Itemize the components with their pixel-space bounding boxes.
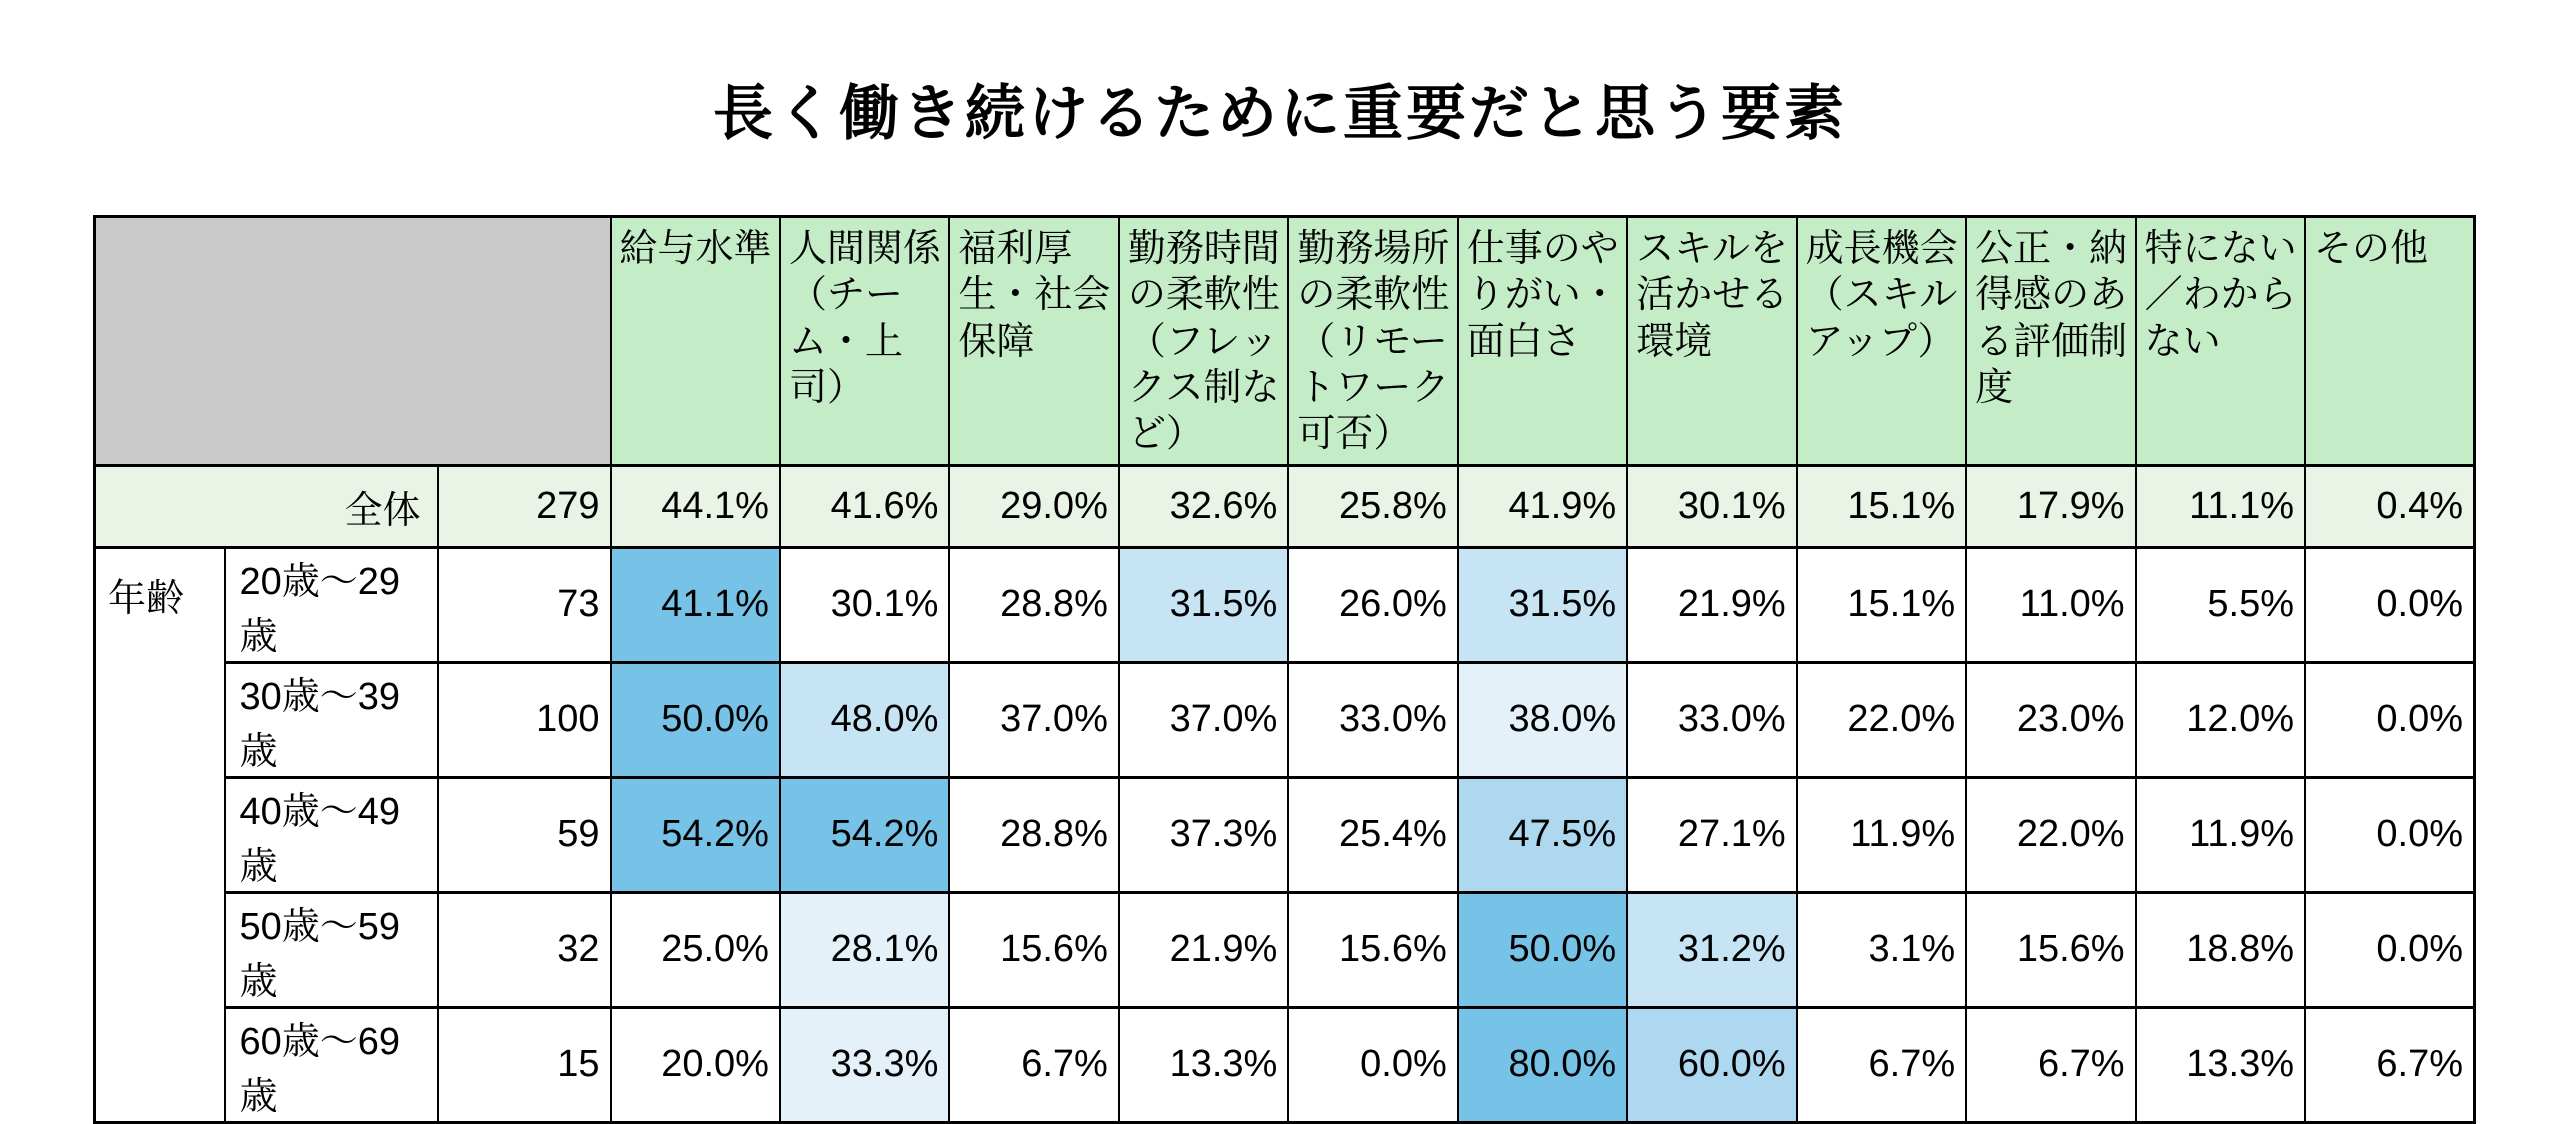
respondent-count: 279	[438, 465, 611, 547]
value-cell: 28.8%	[949, 547, 1118, 662]
value-cell: 50.0%	[1458, 892, 1627, 1007]
respondent-count: 15	[438, 1007, 611, 1122]
value-cell: 41.1%	[611, 547, 780, 662]
age-row	[95, 1007, 2475, 1122]
age-row-label: 50歳〜59歳	[225, 892, 438, 1007]
column-header: 人間関係（チーム・上司）	[780, 217, 949, 466]
value-cell: 20.0%	[611, 1007, 780, 1122]
column-header: スキルを活かせる環境	[1627, 217, 1796, 466]
respondent-count: 59	[438, 777, 611, 892]
value-cell: 15.6%	[1966, 892, 2135, 1007]
value-cell: 25.0%	[611, 892, 780, 1007]
header-row	[95, 217, 2475, 466]
value-cell: 12.0%	[2136, 662, 2305, 777]
value-cell: 11.9%	[2136, 777, 2305, 892]
column-header: 給与水準	[611, 217, 780, 466]
value-cell: 13.3%	[1119, 1007, 1288, 1122]
age-row	[95, 547, 2475, 662]
value-cell: 5.5%	[2136, 547, 2305, 662]
value-cell: 31.5%	[1119, 547, 1288, 662]
page-title: 長く働き続けるために重要だと思う要素	[713, 80, 1847, 147]
age-row	[95, 892, 2475, 1007]
value-cell: 31.2%	[1627, 892, 1796, 1007]
value-cell: 0.0%	[2305, 662, 2474, 777]
column-header: 公正・納得感のある評価制度	[1966, 217, 2135, 466]
value-cell: 28.8%	[949, 777, 1118, 892]
value-cell: 31.5%	[1458, 547, 1627, 662]
value-cell: 23.0%	[1966, 662, 2135, 777]
value-cell: 25.8%	[1288, 465, 1457, 547]
value-cell: 33.0%	[1627, 662, 1796, 777]
value-cell: 0.0%	[2305, 777, 2474, 892]
value-cell: 28.1%	[780, 892, 949, 1007]
value-cell: 41.6%	[780, 465, 949, 547]
value-cell: 18.8%	[2136, 892, 2305, 1007]
value-cell: 33.3%	[780, 1007, 949, 1122]
value-cell: 0.4%	[2305, 465, 2474, 547]
value-cell: 30.1%	[780, 547, 949, 662]
value-cell: 47.5%	[1458, 777, 1627, 892]
respondent-count: 73	[438, 547, 611, 662]
column-header: 勤務場所の柔軟性（リモートワーク可否）	[1288, 217, 1457, 466]
value-cell: 11.9%	[1797, 777, 1966, 892]
corner-cell	[95, 217, 611, 466]
value-cell: 48.0%	[780, 662, 949, 777]
value-cell: 6.7%	[1797, 1007, 1966, 1122]
value-cell: 3.1%	[1797, 892, 1966, 1007]
age-row	[95, 777, 2475, 892]
column-header: その他	[2305, 217, 2474, 466]
value-cell: 60.0%	[1627, 1007, 1796, 1122]
value-cell: 22.0%	[1966, 777, 2135, 892]
value-cell: 29.0%	[949, 465, 1118, 547]
value-cell: 15.6%	[1288, 892, 1457, 1007]
column-header: 成長機会（スキルアップ）	[1797, 217, 1966, 466]
column-header: 仕事のやりがい・面白さ	[1458, 217, 1627, 466]
value-cell: 6.7%	[949, 1007, 1118, 1122]
value-cell: 0.0%	[1288, 1007, 1457, 1122]
value-cell: 17.9%	[1966, 465, 2135, 547]
value-cell: 6.7%	[1966, 1007, 2135, 1122]
value-cell: 0.0%	[2305, 547, 2474, 662]
value-cell: 38.0%	[1458, 662, 1627, 777]
respondent-count: 32	[438, 892, 611, 1007]
value-cell: 21.9%	[1119, 892, 1288, 1007]
value-cell: 37.3%	[1119, 777, 1288, 892]
value-cell: 32.6%	[1119, 465, 1288, 547]
respondent-count: 100	[438, 662, 611, 777]
overall-row	[95, 465, 2475, 547]
column-header: 勤務時間の柔軟性（フレックス制など）	[1119, 217, 1288, 466]
value-cell: 41.9%	[1458, 465, 1627, 547]
overall-label: 全体	[95, 465, 438, 547]
value-cell: 80.0%	[1458, 1007, 1627, 1122]
age-row-label: 60歳〜69歳	[225, 1007, 438, 1122]
value-cell: 11.1%	[2136, 465, 2305, 547]
value-cell: 27.1%	[1627, 777, 1796, 892]
value-cell: 11.0%	[1966, 547, 2135, 662]
value-cell: 15.1%	[1797, 465, 1966, 547]
value-cell: 54.2%	[780, 777, 949, 892]
value-cell: 15.1%	[1797, 547, 1966, 662]
value-cell: 21.9%	[1627, 547, 1796, 662]
value-cell: 26.0%	[1288, 547, 1457, 662]
survey-table	[93, 215, 2476, 1124]
age-row-label: 40歳〜49歳	[225, 777, 438, 892]
row-group-label: 年齢	[95, 547, 225, 1122]
column-header: 特にない／わからない	[2136, 217, 2305, 466]
value-cell: 6.7%	[2305, 1007, 2474, 1122]
column-header: 福利厚生・社会保障	[949, 217, 1118, 466]
age-row	[95, 662, 2475, 777]
value-cell: 25.4%	[1288, 777, 1457, 892]
value-cell: 33.0%	[1288, 662, 1457, 777]
value-cell: 30.1%	[1627, 465, 1796, 547]
value-cell: 37.0%	[1119, 662, 1288, 777]
value-cell: 13.3%	[2136, 1007, 2305, 1122]
value-cell: 50.0%	[611, 662, 780, 777]
value-cell: 22.0%	[1797, 662, 1966, 777]
value-cell: 0.0%	[2305, 892, 2474, 1007]
value-cell: 37.0%	[949, 662, 1118, 777]
value-cell: 54.2%	[611, 777, 780, 892]
age-row-label: 20歳〜29歳	[225, 547, 438, 662]
value-cell: 15.6%	[949, 892, 1118, 1007]
value-cell: 44.1%	[611, 465, 780, 547]
age-row-label: 30歳〜39歳	[225, 662, 438, 777]
